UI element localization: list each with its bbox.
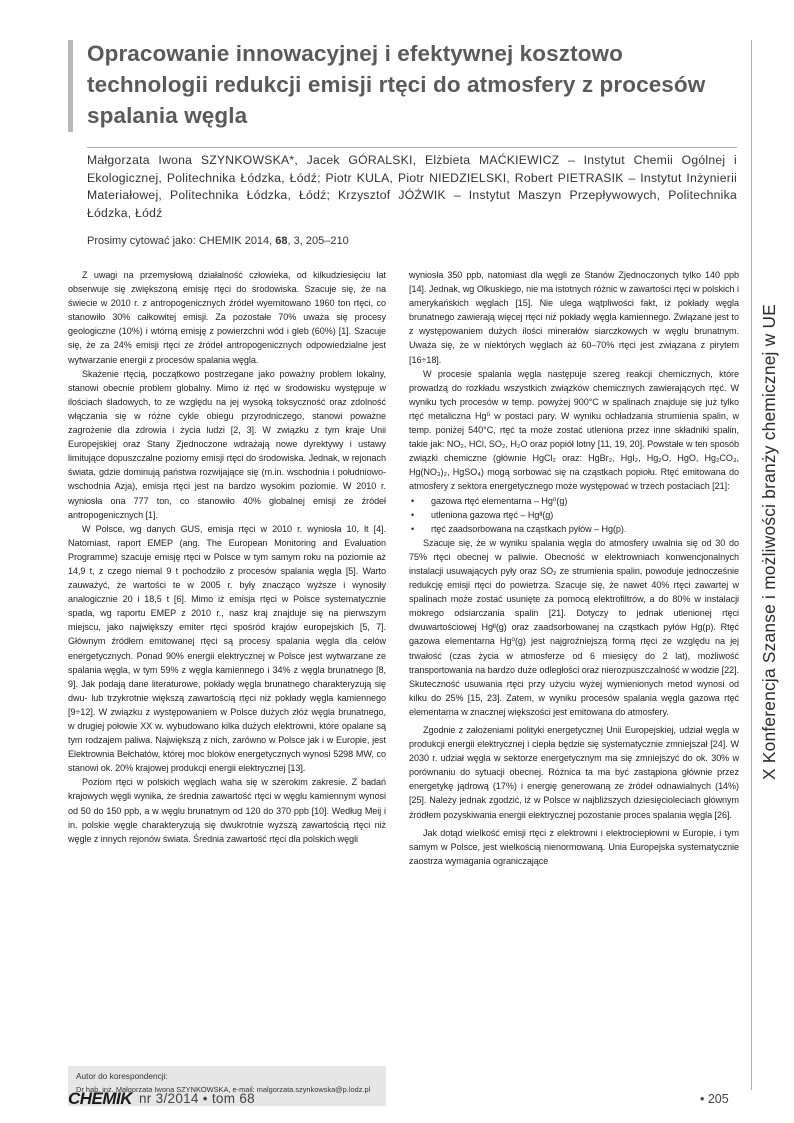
article-title: Opracowanie innowacyjnej i efektywnej kosztowo technologii redukcji emisji rtęci do atmosfery z procesów spalania węgla: [87, 41, 706, 128]
paragraph: Zgodnie z założeniami polityki energetycznej Unii Europejskiej, udział węgla w produkcji energii elektrycznej i ciepła będzie się systematycznie zmniejszał [24]. W 2030 r. udział węgla w sektorze energetycznym ma się zmniejszyć do ok. 30% w porównaniu do sytuacji obecnej. Różnica ta ma być zastąpiona głównie przez energetykę jądrową (17%) i energię generowaną ze źródeł odnawialnych (14%) [25]. Należy jednak zgodzić, iż w Polsce w najbliższych dziesięcioleciach głównym źródłem pozyskiwania energii elektrycznej pozostanie proces spalania węgla [26].: [409, 725, 739, 820]
left-column: [68, 268, 386, 846]
right-column: [409, 268, 739, 868]
citation-suffix: , 3, 205–210: [287, 235, 349, 247]
citation-volume: 68: [275, 235, 288, 247]
sidebar-divider: [751, 40, 752, 1090]
paragraph: Jak dotąd wielkość emisji rtęci z elektrowni i elektrociepłowni w Europie, i tym samym w Polsce, jest wielkością nienormowaną. Unia Europejska systematycznie zaostrza wymagania ograniczające: [409, 827, 739, 866]
conference-sidebar-text: X Konferencja Szanse i możliwości branży chemicznej w UE: [759, 304, 779, 780]
citation-prefix: Prosimy cytować jako: CHEMIK 2014,: [87, 235, 276, 247]
paragraph: Skażenie rtęcią, początkowo postrzegane jako poważny problem lokalny, stanowi obecnie problem globalny. Mimo iż rtęć w środowisku występuje w ilościach śladowych, to ze względu na jej wysoką toksyczność oraz zdolność włączania się w różne cykle obiegu przyrodniczego, stanowi poważne zagrożenie dla zdrowia i życia ludzi [2, 3]. W związku z tym kraje Unii Europejskiej oraz Stany Zjednoczone wdrażają nowe dyrektywy i ustawy limitujące dopuszczalne poziomy emisji rtęci do środowiska. Jednak, w rejonach świata, gdzie dominują państwa rozwijające się (m.in. wschodnia i południowo-wschodnia Azja), emisja rtęci jest na bardzo wysokim poziomie. W 2010 r. wyniosła ona 777 ton, co stanowiło 40% globalnej emisji ze źródeł antropogenicznych [1].: [68, 368, 386, 520]
issue-info: nr 3/2014 • tom 68: [139, 1091, 255, 1106]
title-accent-bar: [68, 40, 73, 132]
authors-affiliations: Małgorzata Iwona SZYNKOWSKA*, Jacek GÓRALSKI, Elżbieta MAĆKIEWICZ – Instytut Chemii Ogólnej i Ekologicznej, Politechnika Łódzka, Łódź; Piotr KULA, Piotr NIEDZIELSKI, Robert PIETRASIK – Instytut Inżynierii Materiałowej, Politechnika Łódzka, Łódź; Krzysztof JÓŹWIK – Instytut Maszyn Przepływowych, Politechnika Łódzka, Łódź: [87, 153, 737, 220]
page-number: • 205: [700, 1092, 729, 1106]
paragraph: Z uwagi na przemysłową działalność człowieka, od kilkudziesięciu lat obserwuje się zwiększoną emisję rtęci do środowiska. Szacuje się, że na świecie w 2010 r. z antropogenicznych źródeł wyemitowano 1960 ton rtęci, co stanowiło 30% całkowitej emisji. Za pozostałe 70% uważa się procesy geologiczne (10%) i wtórną emisję z powierzchni wód i gleb (60%) [1]. Szacuje się, że za 24% emisji rtęci ze źródeł antropogenicznych odpowiedzialne jest wytwarzanie energii z procesów spalania węgla.: [68, 270, 386, 365]
list-item: • utleniona gazowa rtęć – Hgᴵᴵ(g): [409, 508, 739, 522]
title-divider: [87, 147, 737, 148]
paragraph: W procesie spalania węgla następuje szereg reakcji chemicznych, które prowadzą do rozkładu wszystkich związków chemicznych zawierających rtęć. W wyniku tych procesów w temp. powyżej 900°C w spalinach znajduje się już tylko rtęć metaliczna Hg⁰ w postaci pary. W wyniku ochładzania strumienia spalin, w temp. poniżej 540°C, rtęć ta może zostać utleniona przez inne składniki spalin, takie jak: NO₂, HCl, SO₂, H₂O oraz popiół lotny [11, 19, 20]. Powstałe w ten sposób związki chemiczne (głównie HgCl₂ oraz: HgBr₂, HgI₂, Hg₂O, HgO, Hg₂CO₃, Hg(NO₃)₂, HgSO₄) mogą sorbować się na cząstkach popiołu. Rtęć emitowana do atmosfery z sektora energetycznego może występować w trzech postaciach [21]:: [409, 368, 739, 492]
mercury-forms-list: [409, 494, 739, 536]
paragraph: W Polsce, wg danych GUS, emisja rtęci w 2010 r. wyniosła 10, lt [4]. Natomiast, raport EMEP (ang. The European Monitoring and Evaluation Programme) szacuje emisję rtęci w Polsce w tym samym roku na poziomie aż 14,9 t, z czego niemal 9 t pochodziło z procesów spalania węgla [5]. Warto zauważyć, że wartości te w 2005 r. były znacząco wyższe i wynosiły analogicznie 20 i 18,5 t [6]. Mimo iż emisja rtęci w Polsce systematycznie spada, wg raportu EMEP z 2010 r., nasz kraj znajduje się na pierwszym miejscu, jako największy emiter rtęci spośród krajów europejskich [5, 7]. Głównym źródłem emitowanej rtęci są procesy spalania węgla dla celów energetycznych. Ponad 90% energii elektrycznej w Polsce jest wytwarzane ze spalania węgla, w tym 59% z węgla kamiennego i 34% z węgla brunatnego [8, 9]. Jak podają dane literaturowe, pokłady węgla brunatnego charakteryzują się dwu- lub trzykrotnie większą zawartością rtęci niż pokłady węgla kamiennego [9÷12]. W związku z występowaniem w Polsce dużych złóż węgla brunatnego, w drugiej połowie XX w. wybudowano kilka dużych elektrowni, które opalane są tym rodzajem paliwa. Największą z nich, zarówno w Polsce jak i w Europie, jest Elektrownia Bełchatów, której moc bloków energetycznych wynosi 5298 MW, co stanowi ok. 20% krajowej produkcji energii elektrycznej [13].: [68, 523, 386, 774]
list-item: • gazowa rtęć elementarna – Hg⁰(g): [409, 494, 739, 508]
paragraph: Poziom rtęci w polskich węglach waha się w szerokim zakresie. Z badań krajowych węgli wynika, że średnia zawartość rtęci w węglu kamiennym wynosi od 50 do 150 ppb, a w węglu brunatnym od 120 do 370 ppb [10]. Według Meij i in. polskie węgle charakteryzują się dwukrotnie wyższą zawartością rtęci niż węgle z innych rejonów świata. Średnia zawartość rtęci dla polskich węgli: [68, 777, 386, 844]
paragraph: wyniosła 350 ppb, natomiast dla węgli ze Stanów Zjednoczonych tylko 140 ppb [14]. Jednak, wg Olkuskiego, nie ma istotnych różnic w zawartości rtęci w polskich i amerykańskich węglach [15]. Nie ulega wątpliwości fakt, iż pokłady węgla brunatnego zawierają więcej rtęci niż pokłady węgla kamiennego. Związane jest to z występowaniem dużych ilości minerałów siarczkowych w węglu brunatnym. Uważa się, że w niektórych węglach aż 60–70% rtęci jest związana z pirytem [16÷18].: [409, 270, 739, 365]
correspondence-label: Autor do korespondencji:: [76, 1071, 168, 1081]
list-item: • rtęć zaadsorbowana na cząstkach pyłów – Hg(p).: [409, 522, 739, 536]
correspondence-text: Dr hab. inż. Małgorzata Iwona SZYNKOWSKA, e-mail: malgorzata.szynkowska@p.lodz.pl: [76, 1085, 371, 1094]
journal-logo: CHEMIK: [68, 1089, 133, 1108]
sidebar: [754, 40, 784, 780]
paragraph: Szacuje się, że w wyniku spalania węgla do atmosfery uwalnia się od 30 do 75% rtęci obecnej w paliwie. Obecność w elektrowniach konwencjonalnych instalacji usuwających pyły oraz SO₂ ze strumienia spalin, powoduje jednocześnie redukcję emisji rtęci do powietrza. Szacuje się, że nawet 40% rtęci zawartej w spalinach może zostać usunięte za pomocą elektrofiltrów, a do 80% w instalacji mokrego odsiarczania spalin [21]. Dotyczy to jednak utlenionej rtęci dwuwartościowej Hgᴵᴵ(g) oraz zaadsorbowanej na cząstkach pyłów Hg(p). Rtęć gazowa elementarna Hg⁰(g) jest najgroźniejszą formą rtęci ze względu na jej trwałość (czas życia w atmosferze od 6 miesięcy do 2 lat), możliwość transportowania na bardzo duże odległości oraz nierozpuszczalność w wodzie [22]. Skuteczność usuwania rtęci przy użyciu wyżej wymienionych metod wynosi od kilku do 25% [15, 23]. Zatem, w wyniku procesów spalania węgla gazowa rtęć elementarna w znacznej większości jest emitowana do atmosfery.: [409, 537, 739, 717]
citation-line: [87, 235, 737, 247]
